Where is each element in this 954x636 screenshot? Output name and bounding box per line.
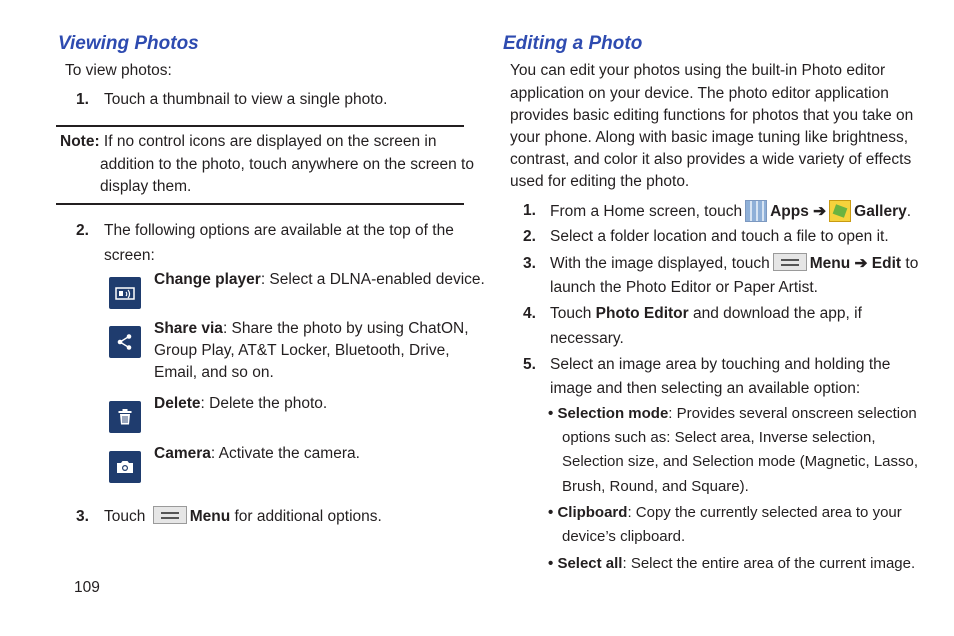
step-number: 5.	[523, 356, 536, 373]
option-text: Share via: Share the photo by using ChatON,	[154, 320, 469, 337]
step-text: launch the Photo Editor or Paper Artist.	[550, 279, 818, 296]
step-text: Select a folder location and touch a file to open it.	[550, 228, 889, 245]
step-text: necessary.	[550, 330, 624, 347]
step-text: screen:	[104, 247, 155, 264]
bullet-line: options such as: Select area, Inverse selection,	[562, 429, 876, 446]
camera-icon[interactable]	[109, 451, 141, 483]
step-text: Select an image area by touching and holding the	[550, 356, 891, 373]
option-text: Email, and so on.	[154, 364, 274, 381]
para-line: You can edit your photos using the built-in Photo editor	[510, 62, 886, 79]
note-top-rule	[56, 125, 464, 127]
note-bottom-rule	[56, 203, 464, 205]
step-number: 1.	[76, 91, 89, 108]
menu-icon[interactable]	[773, 253, 807, 271]
para-line: application on your device. The photo editor application	[510, 85, 889, 102]
step-text: With the image displayed, touch Menu ➔ Edit to	[550, 255, 919, 272]
option-text: Group Play, AT&T Locker, Bluetooth, Drive,	[154, 342, 450, 359]
para-line: used for editing the photo.	[510, 173, 690, 190]
viewing-photos-heading: Viewing Photos	[58, 33, 199, 54]
intro-text: To view photos:	[65, 62, 172, 79]
page-number: 109	[74, 579, 100, 596]
step-text: image and then selecting an available option:	[550, 380, 861, 397]
note-label: Note:	[60, 133, 100, 150]
step-number: 4.	[523, 305, 536, 322]
step-text: The following options are available at the top of the	[104, 222, 454, 239]
share-icon[interactable]	[109, 326, 141, 358]
step-number: 2.	[76, 222, 89, 239]
step-text: Touch Photo Editor and download the app, if	[550, 305, 862, 322]
step-text: From a Home screen, touch Apps ➔ Gallery.	[550, 200, 911, 223]
menu-icon[interactable]	[153, 506, 187, 524]
gallery-icon[interactable]	[829, 200, 851, 222]
bullet-line: Selection size, and Selection mode (Magnetic, Lasso,	[562, 453, 919, 470]
step-text: Touch a thumbnail to view a single photo.	[104, 91, 388, 108]
apps-icon[interactable]	[745, 200, 767, 222]
step-number: 2.	[523, 228, 536, 245]
bullet-line: device’s clipboard.	[562, 528, 686, 545]
option-text: Camera: Activate the camera.	[154, 445, 360, 462]
bullet-line: Brush, Round, and Square).	[562, 478, 749, 495]
editing-photo-heading: Editing a Photo	[503, 33, 643, 54]
option-text: Change player: Select a DLNA-enabled device.	[154, 271, 485, 288]
trash-icon[interactable]	[109, 401, 141, 433]
note-line: Note: If no control icons are displayed on the screen in	[60, 133, 437, 150]
note-line: addition to the photo, touch anywhere on the screen to	[100, 156, 474, 173]
para-line: provides basic editing functions for photos that you take on	[510, 107, 914, 124]
para-line: contrast, and color it also provides a wide variety of effects	[510, 151, 912, 168]
step-number: 1.	[523, 202, 536, 219]
note-line: display them.	[100, 178, 192, 195]
bullet-item: • Selection mode: Provides several onscreen selection	[548, 405, 917, 422]
step-number: 3.	[523, 255, 536, 272]
step-number: 3.	[76, 508, 89, 525]
bullet-item: • Clipboard: Copy the currently selected area to your	[548, 504, 902, 521]
step-text: Touch Menu for additional options.	[104, 508, 382, 525]
option-text: Delete: Delete the photo.	[154, 395, 328, 412]
bullet-item: • Select all: Select the entire area of the current image.	[548, 555, 916, 572]
change-player-icon[interactable]	[109, 277, 141, 309]
para-line: your phone. Along with basic image tuning like brightness,	[510, 129, 909, 146]
